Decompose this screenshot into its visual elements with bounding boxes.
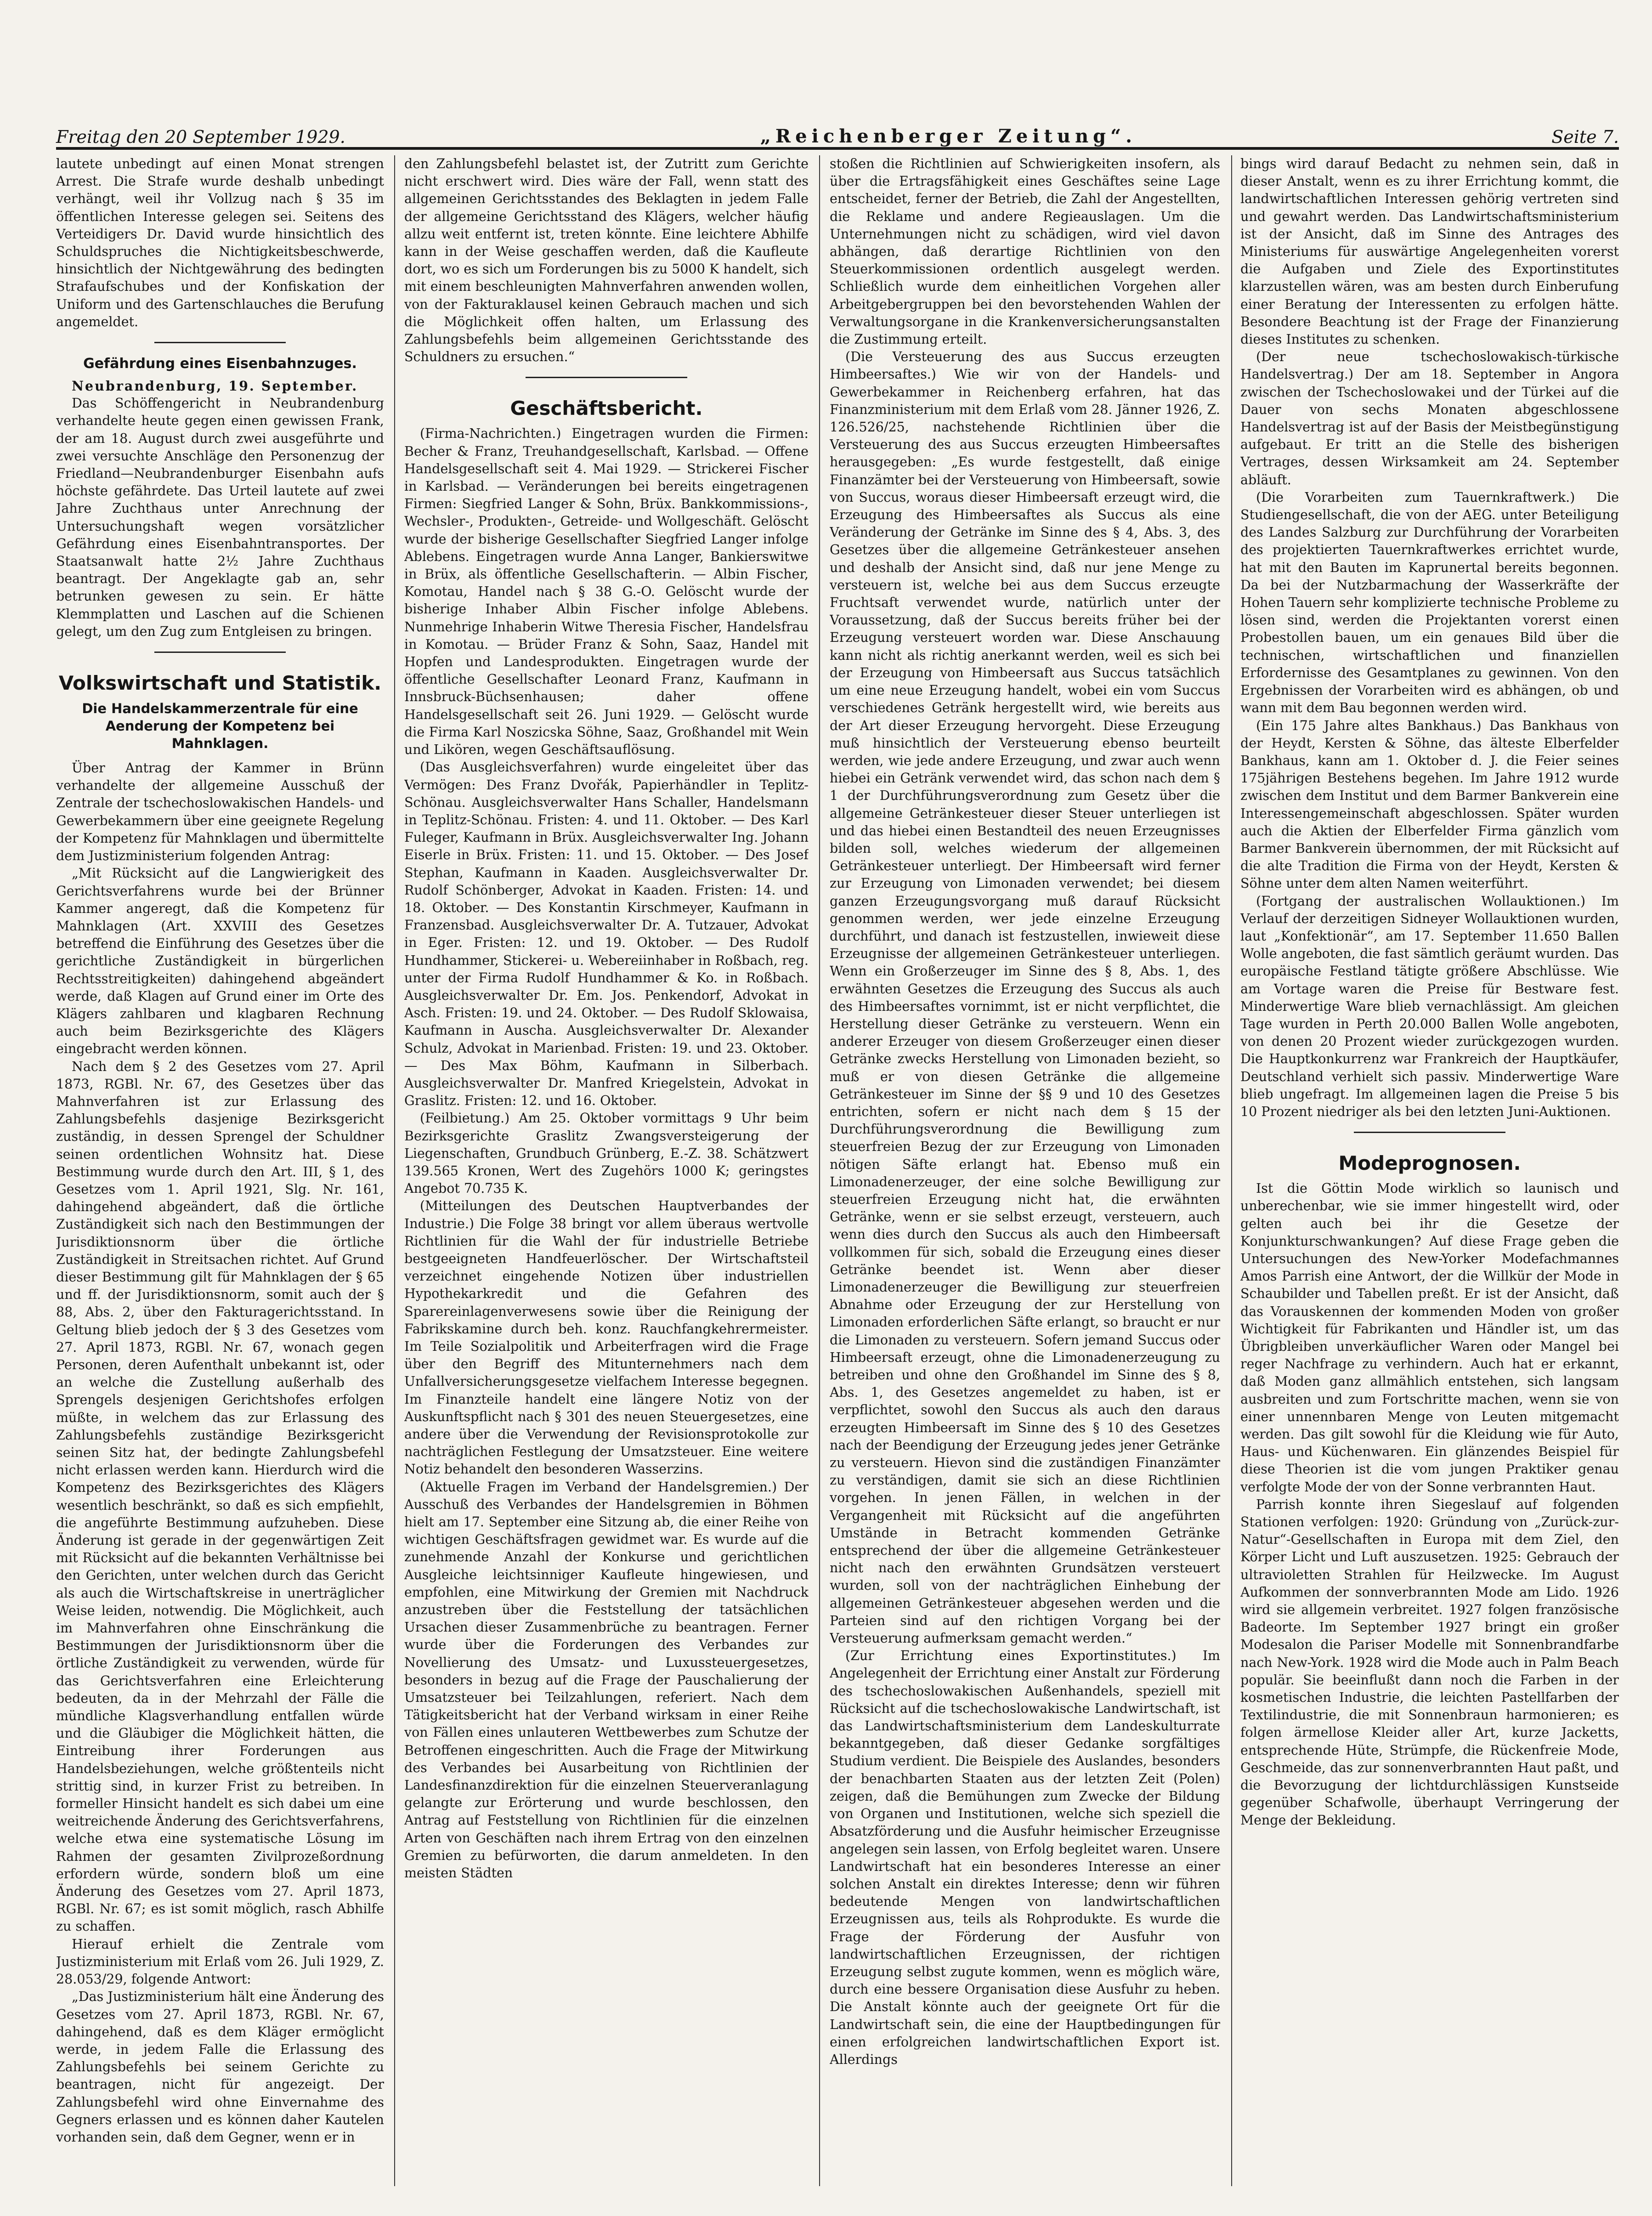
news-item: (Die Versteuerung des aus Succus erzeugten Himbeersaftes.) Wie wir von der Handels- und Gewerbekammer in Reichenberg erfahren, hat das Finanzministerium mit dem Erlaß vom 28. Jänner 1926, Z. 126.526/25, nachstehende Richtlinien über die Versteuerung des aus Succus erzeugten Himbeersaftes herausgegeben: „Es wurde festgestellt, daß einige Finanzämter bei der Versteuerung von Himbeersaft, sowie von Succus, woraus dieser Himbeersaft erzeugt wird, die Erzeugung des Himbeersaftes als Succus als eine Veränderung der Getränke im Sinne des § 4, Abs. 3, des Gesetzes über die allgemeine Getränkesteuer ansehen und deshalb der Ansicht sind, daß nur jene Menge zu versteuern ist, welche bei aus dem Succus erzeugte Fruchtsaft verwendet wurde, natürlich unter der Voraussetzung, daß der Succus bereits früher bei der Erzeugung versteuert worden war. Diese Anschauung kann nicht als richtig anerkannt werden, weil es sich bei der Erzeugung von Himbeersaft aus Succus tatsächlich um eine neue Erzeugung handelt, wobei ein vom Succus verschiedenes Getränk hergestellt wird, wie bereits aus der Art dieser Erzeugung hervorgeht. Diese Erzeugung muß hinsichtlich der Versteuerung ebenso beurteilt werden, wie jede andere Erzeugung, und zwar auch wenn hiebei ein Getränk verwendet wird, das schon nach dem § 1 der Durchführungsverordnung zum Gesetz über die allgemeine Getränkesteuer dieser Steuer unterliegen ist und das hiebei einen Bestandteil des neuen Erzeugnisses bilden soll, welches wiederum der allgemeinen Getränkesteuer unterliegt. Der Himbeersaft wird ferner zur Erzeugung von Limonaden verwendet; bei diesem ganzen Erzeugungsvorgang muß darauf Rücksicht genommen werden, wer jede einzelne Erzeugung durchführt, und danach ist festzustellen, inwieweit diese Erzeugnisse der allgemeinen Getränkesteuer unterliegen. Wenn ein Großerzeuger im Sinne des § 8, Abs. 1, des erwähnten Gesetzes die Erzeugung des Succus als auch des Himbeersaftes vornimmt, ist er nicht verpflichtet, die Herstellung dieser Getränke zu versteuern. Wenn ein anderer Erzeuger von diesem Großerzeuger einen dieser Getränke zwecks Herstellung von Limonaden bezieht, so muß er von diesen Getränke die allgemeine Getränkesteuer im Sinne der §§ 9 und 10 des Gesetzes entrichten, sofern er nicht nach dem § 15 der Durchführungsverordnung die Bewilligung zum steuerfreien Bezug der zur Erzeugung von Limonaden nötigen Säfte erlangt hat. Ebenso muß ein Limonadenerzeuger, der eine solche Bewilligung zur steuerfreien Erzeugung nicht hat, die erwähnten Getränke, wenn er sie selbst erzeugt, versteuern, auch wenn dies durch den Succus als auch den Himbeersaft vollkommen für sich, sobald die Erzeugung eines dieser Getränke beendet ist. Wenn aber dieser Limonadenerzeuger die Bewilligung zur steuerfreien Abnahme oder Erzeugung der zur Herstellung von Limonaden erforderlichen Säfte erlangt, so braucht er nur die Limonaden zu versteuern. Sofern jemand Succus oder Himbeersaft erzeugt, ohne die Limonadenerzeugung zu betreiben und ohne den Großhandel im Sinne des § 8, Abs. 1, des Gesetzes angemeldet zu haben, ist er verpflichtet, sowohl den Succus als auch den daraus erzeugten Himbeersaft im Sinne des § 10 des Gesetzes nach der Beendigung der Erzeugung jedes jener Getränke zu versteuern. Hievon sind die zuständigen Finanzämter zu verständigen, damit sie sich an diese Richtlinien vorgehen. In jenen Fällen, in welchen in der Vergangenheit mit Rücksicht auf die angeführten Umstände in Betracht kommenden Getränke entsprechend der über die allgemeine Getränkesteuer nicht nach den erwähnten Grundsätzen versteuert wurden, soll von der nachträglichen Einhebung der allgemeinen Getränkesteuer abgesehen werden und die Parteien sind auf den richtigen Vorgang bei der Versteuerung aufmerksam gemacht werden.“ bbox=[830, 349, 1220, 1646]
article-headline: Die Handelskammerzentrale für eine Aenderung der Kompetenz bei Mahnklagen. bbox=[82, 701, 358, 752]
column-4 bbox=[1240, 155, 1619, 2186]
separator-rule bbox=[1354, 1132, 1505, 1133]
article-paragraph: „Mit Rücksicht auf die Langwierigkeit des Gerichtsverfahrens wurde bei der Brünner Kammer angeregt, daß die Kompetenz für Mahnklagen (Art. XXVIII des Gesetzes betreffend die Einführung des Gesetzes über die gerichtliche Zuständigkeit in bürgerlichen Rechtsstreitigkeiten) dahingehend abgeändert werde, daß Klagen auf Grund einer im Orte des Klägers zahlbaren und klagbaren Rechnung auch beim Bezirksgerichte des Klägers eingebracht werden können. bbox=[56, 866, 384, 1057]
masthead bbox=[56, 105, 1619, 150]
issue-date: Freitag den 20 September 1929. bbox=[56, 127, 345, 147]
article-paragraph: den Zahlungsbefehl belastet ist, der Zutritt zum Gerichte nicht erschwert wird. Dies wäre der Fall, wenn statt des allgemeinen Gerichtsstandes des Beklagten in jedem Falle der allgemeine Gerichtsstand des Klägers, welcher häufig allzu weit entfernt ist, treten könnte. Eine leichtere Abhilfe kann in der Weise geschaffen werden, daß die Kaufleute dort, wo es sich um Forderungen bis zu 5000 K handelt, sich mit einem beschleunigten Mahnverfahren anwenden wollen, von der Fakturaklausel keinen Gebrauch machen und sich die Möglichkeit offen halten, um Erlassung des Zahlungsbefehls beim allgemeinen Gerichtsstande des Schuldners zu ersuchen.“ bbox=[404, 156, 809, 365]
news-item: (Zur Errichtung eines Exportinstitutes.) Im Angelegenheit der Errichtung einer Anstalt zur Förderung des tschechoslowakischen Außenhandels, speziell mit Rücksicht auf die tschechoslowakische Landwirtschaft, ist das Landwirtschaftsministerium dem Landeskulturrate bekanntgegeben, daß dieser Gedanke sorgfältiges Studium verdient. Die Beispiele des Auslandes, besonders der benachbarten Staaten aus der letzten Zeit (Polen) zeigen, daß die Bemühungen zum Zwecke der Bildung von Organen und Institutionen, welche sich speziell die Absatzförderung und die Ausfuhr heimischer Erzeugnisse angelegen sein lassen, von Erfolg begleitet waren. Unsere Landwirtschaft hat ein besonderes Interesse an einer solchen Anstalt ein direktes Interesse; denn wir führen bedeutende Mengen von landwirtschaftlichen Erzeugnissen aus, teils als Rohprodukte. Es wurde die Frage der Förderung der Ausfuhr von landwirtschaftlichen Erzeugnissen, der richtigen Erzeugung selbst zugute kommen, wenn es möglich wäre, durch eine bessere Organisation diese Ausfuhr zu heben. Die Anstalt könnte auch der geeignete Ort für die Landwirtschaft sein, die eine der Hauptbedingungen für einen erfolgreichen landwirtschaftlichen Export ist. Allerdings bbox=[830, 1648, 1220, 2067]
article-paragraph: Ist die Göttin Mode wirklich so launisch und unberechenbar, wie sie immer hingestellt wird, oder gelten auch bei ihr die Gesetze der Konjunkturschwankungen? Auf diese Frage geben die Untersuchungen des New-Yorker Modefachmannes Amos Parrish eine Antwort, der die Willkür der Mode in Schaubilder und Tabellen preßt. Er ist der Ansicht, daß das Vorauskennen der kommenden Moden von großer Wichtigkeit für Fabrikanten und Händler ist, um das Übrigbleiben unverkäuflicher Waren oder Mangel bei reger Nachfrage zu verhindern. Auch hat er erkannt, daß Moden ganz allmählich entstehen, sich langsam ausbreiten und zum Fortschritte machen, wenn sie von einer unnennbaren Menge von Leuten mitgemacht werden. Das gilt sowohl für die Kleidung wie für Auto, Haus- und Küchenwaren. Ein glänzendes Beispiel für diese Theorien ist die vom jungen Praktiker genau verfolgte Mode der von der Sonne verbrannten Haut. bbox=[1240, 1181, 1619, 1495]
news-item: (Fortgang der australischen Wollauktionen.) Im Verlauf der derzeitigen Sidneyer Wollauktionen wurden, laut „Konfektionär“, am 17. September 11.650 Ballen Wolle angeboten, die fast sämtlich geräumt wurden. Das europäische Festland tätigte größere Abschlüsse. Wie am Vortage waren die Preise für Bestware fest. Minderwertige Ware blieb vernachlässigt. Am gleichen Tage wurden in Perth 20.000 Ballen Wolle angeboten, von denen 20 Prozent wieder zurückgezogen wurden. Die Hauptkonkurrenz war Frankreich der Hauptkäufer, Deutschland verhielt sich passiv. Minderwertige Ware blieb ungefragt. Im allgemeinen lagen die Preise 5 bis 10 Prozent niedriger als bei den letzten Juni-Auktionen. bbox=[1240, 893, 1619, 1119]
article-paragraph: Hierauf erhielt die Zentrale vom Justizministerium mit Erlaß vom 26. Juli 1929, Z. 28.053/29, folgende Antwort: bbox=[56, 1936, 384, 1987]
separator-rule bbox=[154, 342, 286, 343]
column-3 bbox=[830, 155, 1220, 2186]
page-number: Seite 7. bbox=[1551, 127, 1619, 147]
news-item: (Ein 175 Jahre altes Bankhaus.) Das Bankhaus von der Heydt, Kersten & Söhne, das älteste Elberfelder Bankhaus, kann am 1. Oktober d. J. die Feier seines 175jährigen Bestehens begehen. Im Jahre 1912 wurde zwischen dem Institut und dem Barmer Bankverein eine Interessengemeinschaft abgeschlossen. Später wurden auch die Aktien der Elberfelder Firma gänzlich vom Barmer Bankverein übernommen, der mit Rücksicht auf die alte Tradition die Firma von der Heydt, Kersten & Söhne unter dem alten Namen weiterführt. bbox=[1240, 718, 1619, 891]
article-paragraph: Parrish konnte ihren Siegeslauf auf folgenden Stationen verfolgen: 1920: Gründung von „Zurück-zur-Natur“-Gesellschaften in Europa mit dem Ziel, den Körper Licht und Luft auszusetzen. 1925: Gebrauch der ultravioletten Strahlen für Heilzwecke. Im August Aufkommen der sonnverbrannten Mode am Lido. 1926 wird sie allgemein verbreitet. 1927 folgen französische Badeorte. Im September 1927 bringt ein großer Modesalon die Pariser Modelle mit Sonnenbrandfarbe nach New-York. 1928 wird die Mode auch in Palm Beach populär. Sie beeinflußt dann noch die Farben in der kosmetischen Industrie, die leichten Pastellfarben der Textilindustrie, die mit Sonnenbraun harmonieren; es folgen ärmellose Kleider aller Art, kurze Jacketts, entsprechende Hüte, Strümpfe, die Rückenfreie Mode, Geschmeide, das zur sonnenverbrannten Haut paßt, und die Bevorzugung der lichtdurchlässigen Kunstseide gegenüber Schafwolle, überhaupt Verringerung der Menge der Bekleidung. bbox=[1240, 1496, 1619, 1828]
newspaper-title: „Reichenberger Zeitung“. bbox=[760, 125, 1137, 147]
separator-rule bbox=[154, 652, 286, 653]
news-item: (Mitteilungen des Deutschen Hauptverbandes der Industrie.) Die Folge 38 bringt vor allem überaus wertvolle Richtlinien für die Wahl der für industrielle Betriebe bestgeeigneten Handfeuerlöscher. Der Wirtschaftsteil verzeichnet eingehende Notizen über industriellen Hypothekarkredit und die Gefahren des Sparereinlagenverwesens sowie über die Reinigung der Fabrikskamine durch beh. konz. Rauchfangkehrermeister. Im Teile Sozialpolitik und Arbeiterfragen wird die Frage über den Begriff des Mitunternehmers nach dem Unfallversicherungsgesetze vielfachem Interesse begegnen. Im Finanzteile handelt eine längere Notiz von der Auskunftspflicht nach § 301 des neuen Steuergesetzes, eine andere über die Verwendung der Revisionsprotokolle zur nachträglichen Festlegung der Umsatzsteuer. Eine weitere Notiz behandelt den besonderen Wasserzins. bbox=[404, 1198, 809, 1477]
dateline: Neubrandenburg, 19. September. bbox=[72, 378, 358, 394]
article-paragraph: stoßen die Richtlinien auf Schwierigkeiten insofern, als über die Ertragsfähigkeit eines Geschäftes seine Lage entscheidet, ferner der Betrieb, die Zahl der Angestellten, die Reklame und andere Regieauslagen. Um die Unternehmungen nicht zu schädigen, wird viel davon abhängen, daß derartige Richtlinien von den Steuerkommissionen ordentlich ausgelegt werden. Schließlich wurde dem einheitlichen Vorgehen aller Arbeitgebergruppen bei den bevorstehenden Wahlen der Verwaltungsorgane in die Krankenversicherungsanstalten die Zustimmung erteilt. bbox=[830, 156, 1220, 347]
news-item: (Der neue tschechoslowakisch-türkische Handelsvertrag.) Der am 18. September in Angora zwischen der Tschechoslowakei und der Türkei auf die Dauer von sechs Monaten abgeschlossene Handelsvertrag ist auf der Basis der Meistbegünstigung aufgebaut. Er tritt an die Stelle des bisherigen Vertrages, dessen Wirksamkeit am 24. September abläuft. bbox=[1240, 349, 1619, 487]
column-1 bbox=[56, 155, 384, 2186]
news-item: (Die Vorarbeiten zum Tauernkraftwerk.) Die Studiengesellschaft, die von der AEG. unter Beteiligung des Landes Salzburg zur Durchführung der Vorarbeiten des projektierten Tauernkraftwerkes errichtet wurde, hat mit den Bauten im Kaprunertal bereits begonnen. Da bei der Nutzbarmachung der Wasserkräfte der Hohen Tauern sehr komplizierte technische Probleme zu lösen sind, werden die Projektanten vorerst einen Probestollen bauen, um ein genaues Bild über die technischen, wirtschaftlichen und finanziellen Erfordernisse des Gesamtplanes zu gewinnen. Von den Ergebnissen der Vorarbeiten wird es abhängen, ob und wann mit dem Bau begonnen werden wird. bbox=[1240, 489, 1619, 716]
news-item: (Feilbietung.) Am 25. Oktober vormittags 9 Uhr beim Bezirksgerichte Graslitz Zwangsversteigerung der Liegenschaften, Grundbuch Grünberg, E.-Z. 38. Schätzwert 139.565 Kronen, Wert des Zugehörs 1000 K; geringstes Angebot 70.735 K. bbox=[404, 1111, 809, 1196]
news-item: (Das Ausgleichsverfahren) wurde eingeleitet über das Vermögen: Des Franz Dvořák, Papierhändler in Teplitz-Schönau. Ausgleichsverwalter Hans Schaller, Handelsmann in Teplitz-Schönau. Fristen: 4. und 11. Oktober. — Des Karl Fuleger, Kaufmann in Brüx. Ausgleichsverwalter Ing. Johann Eiserle in Brüx. Fristen: 11. und 15. Oktober. — Des Josef Stephan, Kaufmann in Kaaden. Ausgleichsverwalter Dr. Rudolf Schönberger, Advokat in Kaaden. Fristen: 14. und 18. Oktober. — Des Konstantin Kirschmeyer, Kaufmann in Franzensbad. Ausgleichsverwalter Dr. A. Tutzauer, Advokat in Eger. Fristen: 12. und 19. Oktober. — Des Rudolf Hundhammer, Stickerei- u. Webereiinhaber in Roßbach, reg. unter der Firma Rudolf Hundhammer & Ko. in Roßbach. Ausgleichsverwalter Dr. Em. Jos. Penkendorf, Advokat in Asch. Fristen: 19. und 24. Oktober. — Des Rudolf Sklowaisa, Kaufmann in Auscha. Ausgleichsverwalter Dr. Alexander Schulz, Advokat in Marienbad. Fristen: 19. und 23. Oktober. — Des Max Böhm, Kaufmann in Silberbach. Ausgleichsverwalter Dr. Manfred Kriegelstein, Advokat in Graslitz. Fristen: 12. und 16. Oktober. bbox=[404, 759, 809, 1109]
news-item: (Aktuelle Fragen im Verband der Handelsgremien.) Der Ausschuß des Verbandes der Handelsgremien in Böhmen hielt am 17. September eine Sitzung ab, die einer Reihe von wichtigen Geschäftsfragen gewidmet war. Es wurde auf die zunehmende Anzahl der Konkurse und gerichtlichen Ausgleiche leichtsinniger Kaufleute hingewiesen, und empfohlen, eine Mitwirkung der Gremien mit Nachdruck anzustreben über die Feststellung der tatsächlichen Ursachen dieser Zusammenbrüche zu beantragen. Ferner wurde über die Forderungen des Verbandes zur Novellierung des Umsatz- und Luxussteuergesetzes, besonders in bezug auf die Frage der Pauschalierung der Umsatzsteuer bei Teilzahlungen, referiert. Nach dem Tätigkeitsbericht hat der Verband wirksam in einer Reihe von Fällen eines unlauteren Wettbewerbes zum Schutze der Betroffenen eingeschritten. Auch die Frage der Mitwirkung des Verbandes bei Ausarbeitung von Richtlinien der Landesfinanzdirektion für die einzelnen Steuerveranlagung gelangte zur Erörterung und wurde beschlossen, den Antrag auf Feststellung von Richtlinien für die einzelnen Arten von Geschäften nach ihrem Ertrag von den einzelnen Gremien zu befürworten, die darum anmeldeten. In den meisten Städten bbox=[404, 1479, 809, 1881]
section-heading: Geschäftsbericht. bbox=[510, 397, 703, 420]
section-heading: Modeprognosen. bbox=[1338, 1152, 1521, 1175]
article-paragraph: lautete unbedingt auf einen Monat strengen Arrest. Die Strafe wurde deshalb unbedingt verhängt, weil ihr Vollzug nach § 35 im öffentlichen Interesse gelegen sei. Seitens des Verteidigers Dr. David wurde hinsichtlich des Schuldspruches die Nichtigkeitsbeschwerde, hinsichtlich der Nichtgewährung des bedingten Strafaufschubes und der Konfiskation der Uniform und des Gartenschlauches die Berufung angemeldet. bbox=[56, 156, 384, 329]
article-paragraph: Nach dem § 2 des Gesetzes vom 27. April 1873, RGBl. Nr. 67, des Gesetzes über das Mahnverfahren ist zur Erlassung des Zahlungsbefehls dasjenige Bezirksgericht zuständig, in dessen Sprengel der Schuldner seinen ordentlichen Wohnsitz hat. Diese Bestimmung wurde durch den Art. III, § 1, des Gesetzes vom 1. April 1921, Slg. Nr. 161, dahingehend abgeändert, daß die örtliche Zuständigkeit sich nach den Bestimmungen der Jurisdiktionsnorm über die örtliche Zuständigkeit in Streitsachen richtet. Auf Grund dieser Bestimmung gilt für Mahnklagen der § 65 und ff. der Jurisdiktionsnorm, somit auch der § 88, Abs. 2, über den Fakturagerichtsstand. In Geltung blieb jedoch der § 3 des Gesetzes vom 27. April 1873, RGBl. Nr. 67, wonach gegen Personen, deren Aufenthalt unbekannt ist, oder an welche die Zustellung außerhalb des Sprengels desjenigen Gerichtshofes erfolgen müßte, in welchem das zur Erlassung des Zahlungsbefehls zuständige Bezirksgericht seinen Sitz hat, der bedingte Zahlungsbefehl nicht erlassen werden kann. Hierdurch wird die Kompetenz des Bezirksgerichtes des Klägers wesentlich beschränkt, so daß es sich empfiehlt, die angeführte Bestimmung aufzuheben. Diese Änderung ist gerade in der gegenwärtigen Zeit mit Rücksicht auf die bekannten Verhältnisse bei den Gerichten, unter welchen durch das Gericht als auch die Wirtschaftskreise in unerträglicher Weise leiden, notwendig. Die Möglichkeit, auch im Mahnverfahren ohne Einschränkung die Bestimmungen der Jurisdiktionsnorm über die örtliche Zuständigkeit zu verwenden, würde für das Gerichtsverfahren eine Erleichterung bedeuten, da in der Mehrzahl der Fälle die mündliche Klagsverhandlung entfallen würde und die Gläubiger die Möglichkeit hätten, die Eintreibung ihrer Forderungen aus Handelsbeziehungen, welche größtenteils nicht strittig sind, in kurzer Frist zu betreiben. In formeller Hinsicht handelt es sich dabei um eine weitreichende Änderung des Gerichtsverfahrens, welche etwa eine systematische Lösung im Rahmen der gesamten Zivilprozeßordnung erfordern würde, sondern bloß um eine Änderung des Gesetzes vom 27. April 1873, RGBl. Nr. 67; es ist somit möglich, rasch Abhilfe zu schaffen. bbox=[56, 1059, 384, 1934]
article-paragraph: bings wird darauf Bedacht zu nehmen sein, daß in dieser Anstalt, wenn es zu ihrer Errichtung kommt, die landwirtschaftlichen Interessen gehörig vertreten sind und gewahrt werden. Das Landwirtschaftsministerium ist der Ansicht, daß im Sinne des Antrages des Ministeriums für auswärtige Angelegenheiten vorerst die Aufgaben und Ziele des Exportinstitutes klarzustellen wären, was am besten durch Einberufung einer Beratung der Interessenten zu erfolgen hätte. Besondere Beachtung ist der Frage der Finanzierung dieses Institutes zu schenken. bbox=[1240, 156, 1619, 347]
article-paragraph: Das Schöffengericht in Neubrandenburg verhandelte heute gegen einen gewissen Frank, der am 18. August durch zwei ausgeführte und zwei versuchte Anschläge den Personenzug der Friedland—Neubrandenburger Eisenbahn aufs höchste gefährdete. Das Urteil lautete auf zwei Jahre Zuchthaus unter Anrechnung der Untersuchungshaft wegen vorsätzlicher Gefährdung eines Eisenbahntransportes. Der Staatsanwalt hatte 2½ Jahre Zuchthaus beantragt. Der Angeklagte gab an, sehr betrunken gewesen zu sein. Er hätte Klemmplatten und Laschen auf die Schienen gelegt, um den Zug zum Entgleisen zu bringen. bbox=[56, 396, 384, 639]
columns bbox=[56, 155, 1619, 2186]
article-paragraph: „Das Justizministerium hält eine Änderung des Gesetzes vom 27. April 1873, RGBl. Nr. 67, dahingehend, daß es dem Kläger ermöglicht werde, in jedem Falle die Erlassung des Zahlungsbefehls bei seinem Gerichte zu beantragen, nicht für angezeigt. Der Zahlungsbefehl wird ohne Einvernahme des Gegners erlassen und es können daher Kautelen vorhanden sein, daß dem Gegner, wenn er in bbox=[56, 1989, 384, 2145]
article-paragraph: Über Antrag der Kammer in Brünn verhandelte der allgemeine Ausschuß der Zentrale der tschechoslowakischen Handels- und Gewerbekammern über eine geeignete Regelung der Kompetenz für Mahnklagen und übermittelte dem Justizministerium folgenden Antrag: bbox=[56, 760, 384, 864]
news-item: (Firma-Nachrichten.) Eingetragen wurden die Firmen: Becher & Franz, Treuhandgesellschaft, Karlsbad. — Offene Handelsgesellschaft seit 4. Mai 1929. — Strickerei Fischer in Karlsbad. — Veränderungen bei bereits eingetragenen Firmen: Siegfried Langer & Sohn, Brüx. Bankkommissions-, Wechsler-, Produkten-, Getreide- und Wollgeschäft. Gelöscht wurde der bisherige Gesellschafter Siegfried Langer infolge Ablebens. Eingetragen wurde Anna Langer, Bankierswitwe in Brüx, als öffentliche Gesellschafterin. — Albin Fischer, Komotau, Handel nach § 38 G.-O. Gelöscht wurde der bisherige Inhaber Albin Fischer infolge Ablebens. Nunmehrige Inhaberin Witwe Theresia Fischer, Handelsfrau in Komotau. — Brüder Franz & Sohn, Saaz, Handel mit Hopfen und Landesprodukten. Eingetragen wurde der öffentliche Gesellschafter Leonard Franz, Kaufmann in Innsbruck-Büchsenhausen; daher offene Handelsgesellschaft seit 26. Juni 1929. — Gelöscht wurde die Firma Karl Noszicska Söhne, Saaz, Großhandel mit Wein und Likören, wegen Geschäftsauflösung. bbox=[404, 426, 809, 758]
section-heading: Volkswirtschaft und Statistik. bbox=[58, 672, 382, 695]
separator-rule bbox=[526, 377, 687, 378]
column-2 bbox=[404, 155, 809, 2186]
article-headline: Gefährdung eines Eisenbahnzuges. bbox=[83, 356, 357, 372]
